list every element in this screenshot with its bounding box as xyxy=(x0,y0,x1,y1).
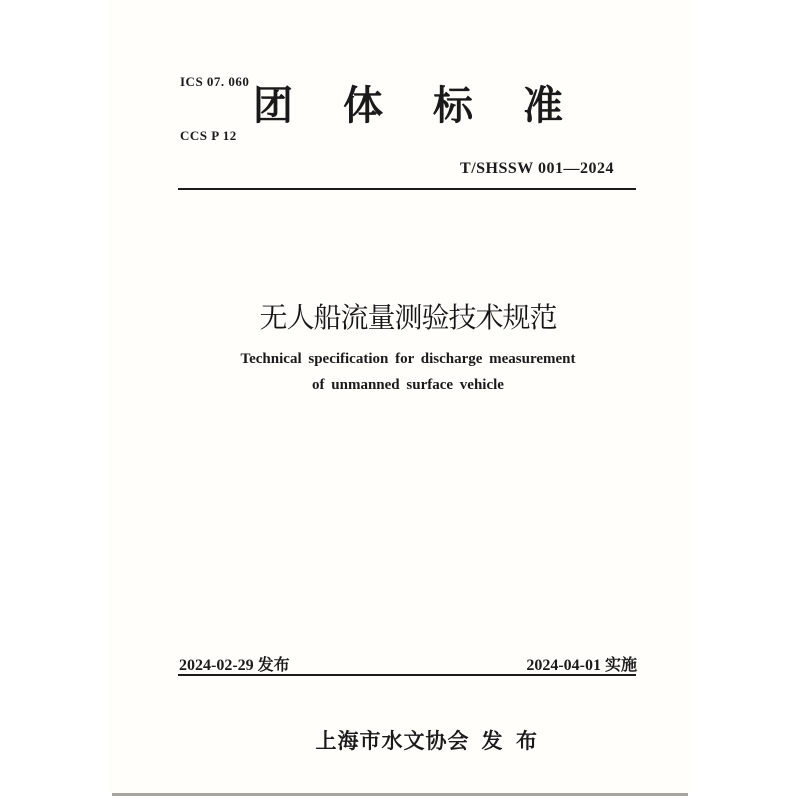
standard-type-char: 体 xyxy=(343,83,383,128)
standard-type-char: 准 xyxy=(523,83,563,128)
title-english-line2: of unmanned surface vehicle xyxy=(312,377,504,393)
issue-date: 2024-02-29 发布 xyxy=(179,657,290,674)
implement-date: 2024-04-01 实施 xyxy=(526,657,637,674)
title-chinese: 无人船流量测验技术规范 xyxy=(259,302,557,333)
footer-rule xyxy=(178,674,636,676)
release-label: 发 布 xyxy=(481,729,538,753)
standard-type-char: 团 xyxy=(253,83,293,128)
publisher-name: 上海市水文协会 xyxy=(315,729,470,753)
standard-type-char: 标 xyxy=(433,83,473,128)
ics-code: ICS 07. 060 xyxy=(180,74,250,89)
title-english xyxy=(178,346,638,398)
standard-type-heading xyxy=(178,84,638,128)
header-rule xyxy=(178,188,636,190)
page-edge-shadow xyxy=(112,793,688,796)
publisher-row xyxy=(178,700,638,780)
standard-number: T/SHSSW 001—2024 xyxy=(460,160,614,177)
cover-page xyxy=(108,0,690,794)
ccs-code: CCS P 12 xyxy=(180,128,237,143)
dates-row xyxy=(178,652,638,675)
title-english-line1: Technical specification for discharge measurement xyxy=(240,351,576,367)
